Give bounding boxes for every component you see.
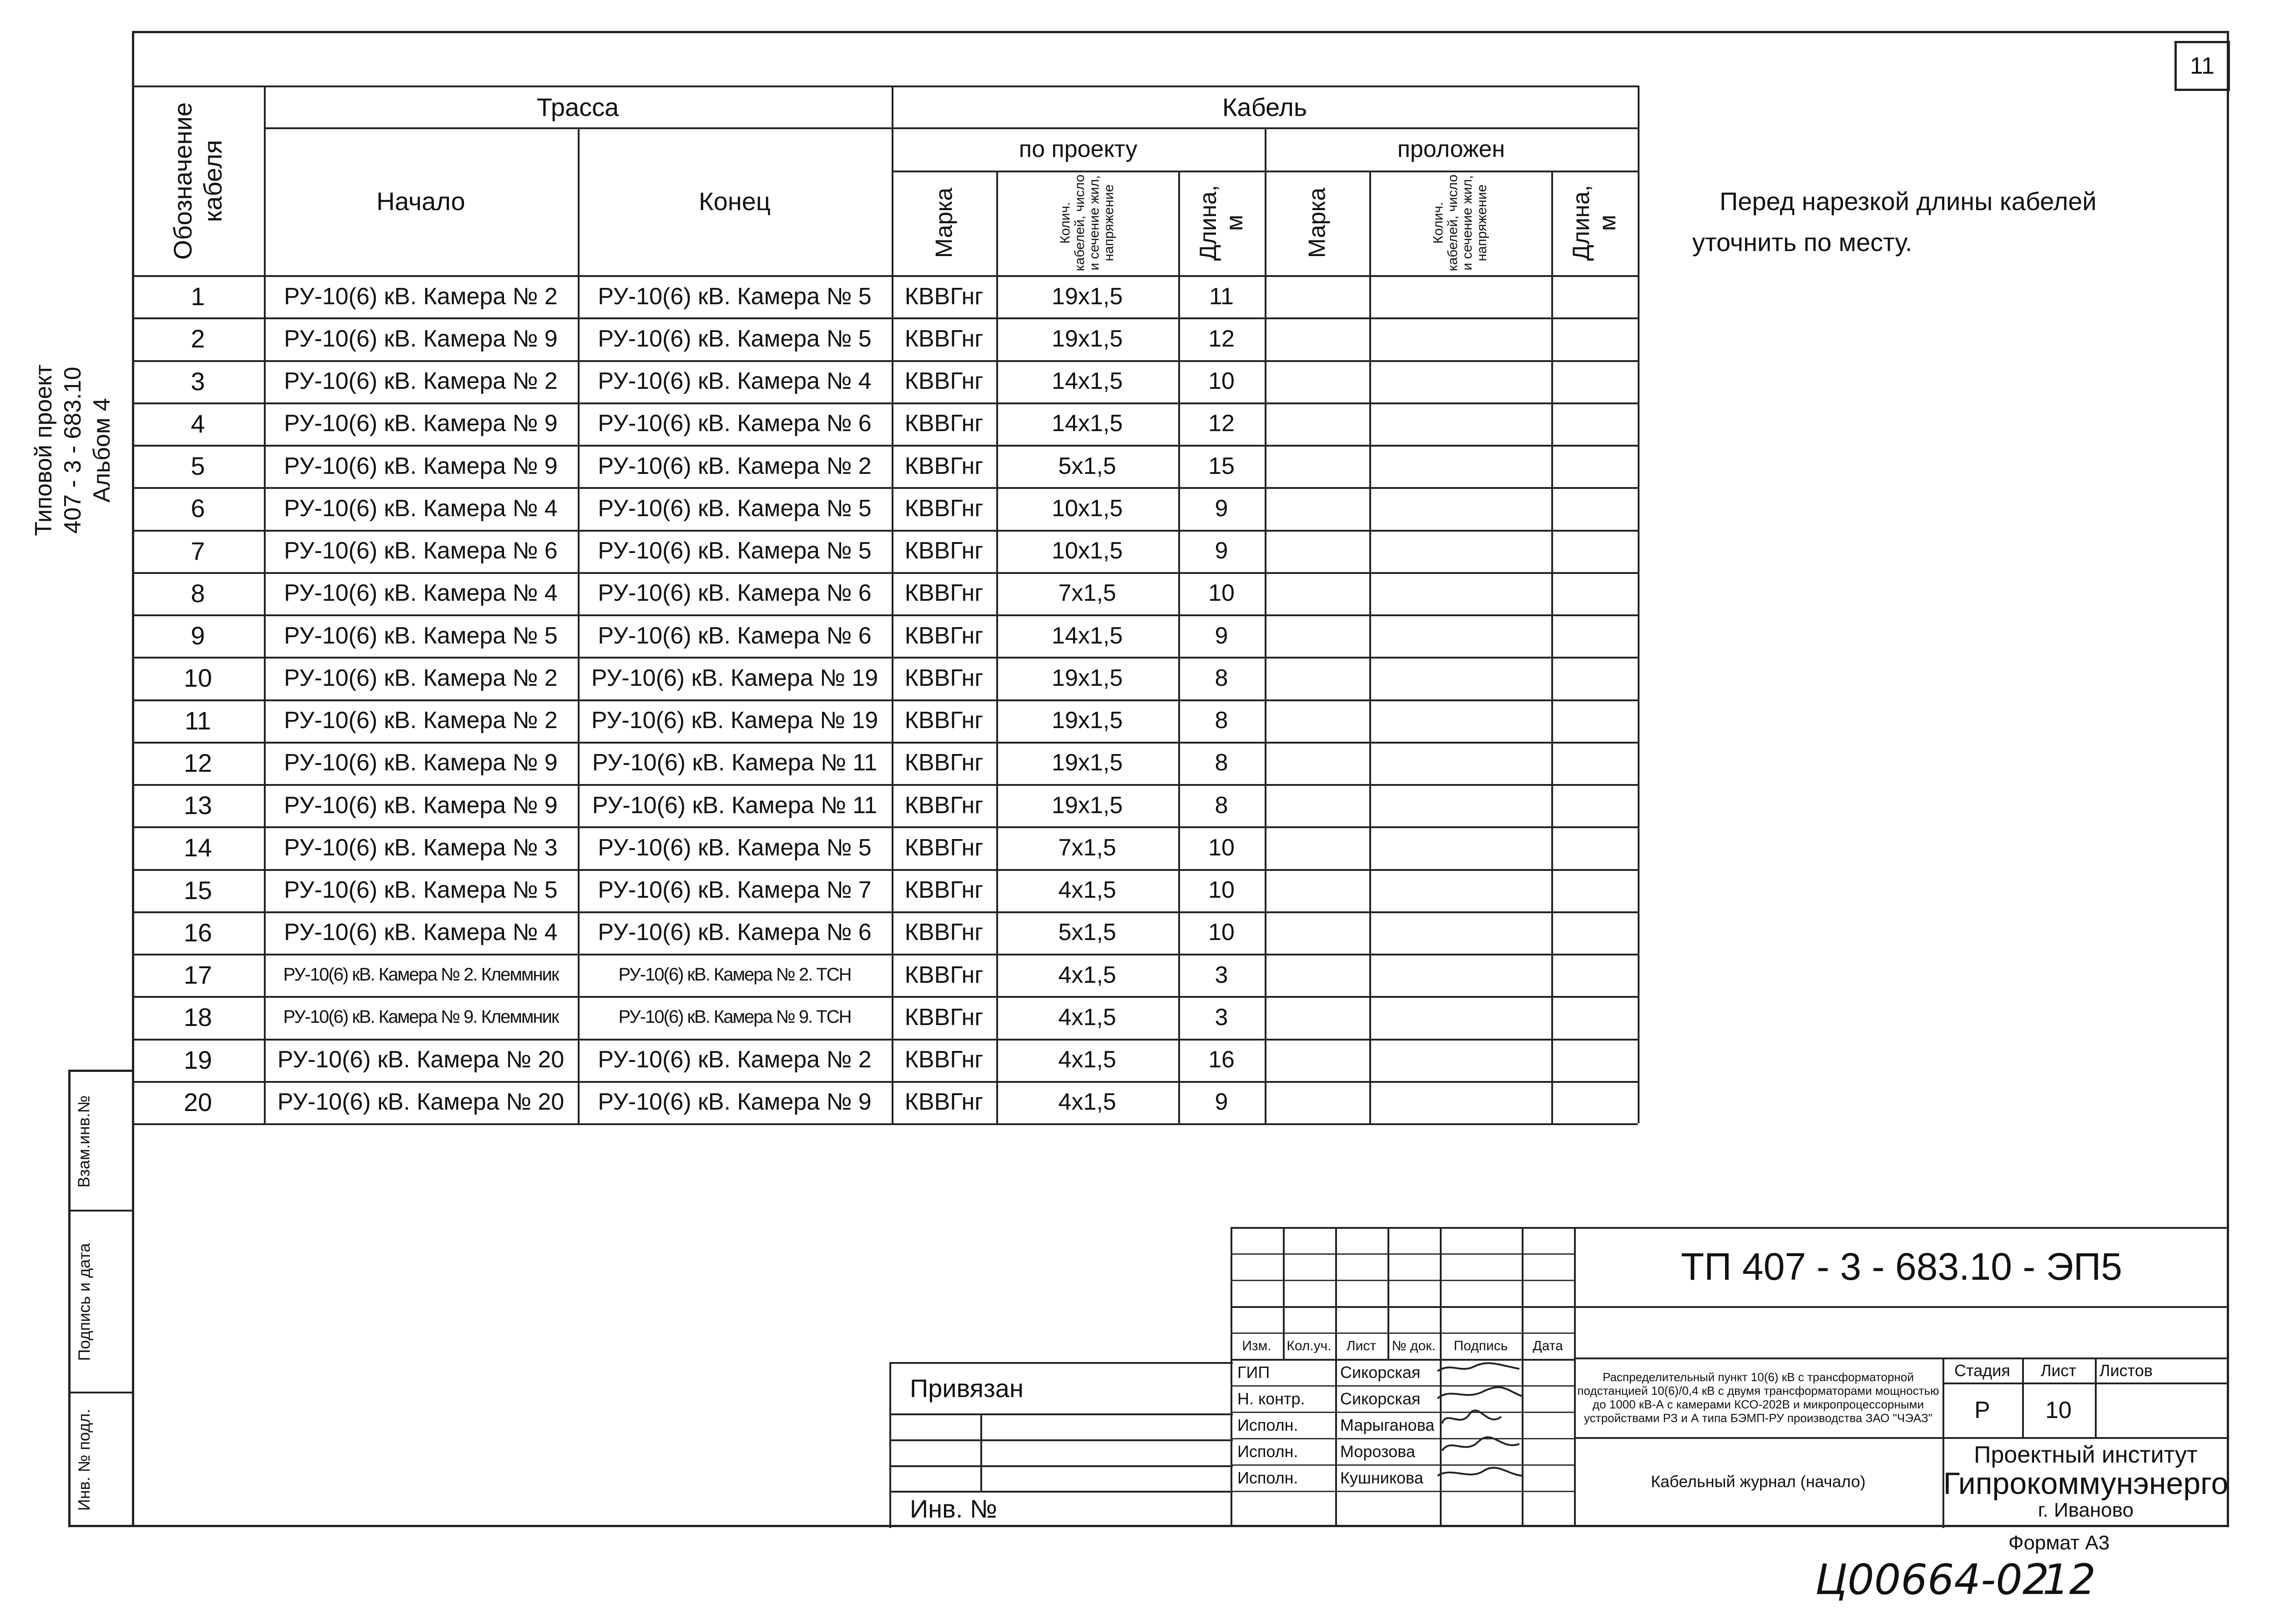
row-start: РУ-10(6) кВ. Камера № 20: [277, 1046, 565, 1073]
row-mark: КВВГнг: [904, 834, 984, 861]
row-start: РУ-10(6) кВ. Камера № 6: [284, 538, 558, 564]
side-stamp-line1: Типовой проект: [30, 364, 57, 536]
row-length: 10: [1208, 919, 1235, 946]
archive-number: Ц00664-02: [1815, 1555, 2049, 1604]
row-mark: КВВГнг: [904, 749, 984, 776]
row-end: РУ-10(6) кВ. Камера № 2: [598, 453, 872, 479]
row-start: РУ-10(6) кВ. Камера № 9: [284, 749, 558, 776]
row-end: РУ-10(6) кВ. Камера № 2. ТСН: [618, 965, 851, 985]
inv-label: Инв. № подл.: [75, 1408, 93, 1511]
row-mark: КВВГнг: [904, 410, 984, 437]
row-mark: КВВГнг: [904, 919, 984, 946]
stamp-person-name: Сикорская: [1340, 1363, 1421, 1382]
row-length: 3: [1215, 961, 1228, 988]
row-mark: КВВГнг: [904, 622, 984, 649]
row-mark: КВВГнг: [904, 283, 984, 310]
row-length: 9: [1215, 538, 1228, 564]
row-end: РУ-10(6) кВ. Камера № 19: [591, 707, 878, 734]
revision-col-header: Лист: [1346, 1338, 1377, 1353]
header-trassa: Трасса: [536, 92, 619, 121]
stage-value: Р: [1974, 1397, 1990, 1423]
revision-col-header: Подпись: [1453, 1338, 1508, 1353]
row-length: 10: [1208, 877, 1235, 904]
row-length: 10: [1208, 834, 1235, 861]
row-start: РУ-10(6) кВ. Камера № 9. Клеммник: [283, 1007, 559, 1027]
row-length: 9: [1215, 622, 1228, 649]
row-start: РУ-10(6) кВ. Камера № 4: [284, 919, 558, 946]
row-mark: КВВГнг: [904, 1004, 984, 1031]
row-number: 11: [184, 706, 212, 735]
row-number: 13: [183, 791, 212, 820]
row-start: РУ-10(6) кВ. Камера № 3: [284, 834, 558, 861]
row-section: 14х1,5: [1051, 622, 1123, 649]
row-end: РУ-10(6) кВ. Камера № 9. ТСН: [618, 1007, 851, 1027]
row-section: 4х1,5: [1058, 1004, 1116, 1031]
row-mark: КВВГнг: [904, 1089, 984, 1116]
row-length: 8: [1215, 749, 1228, 776]
row-length: 12: [1208, 410, 1235, 437]
row-section: 4х1,5: [1058, 1046, 1116, 1073]
row-number: 8: [191, 578, 205, 608]
header-oboz: Обозначение кабеля: [168, 102, 227, 260]
row-end: РУ-10(6) кВ. Камера № 6: [598, 410, 872, 437]
vzam-label: Взам.инв.№: [75, 1095, 93, 1188]
row-mark: КВВГнг: [904, 961, 984, 988]
row-section: 5х1,5: [1058, 453, 1116, 479]
stamp-person-name: Морозова: [1340, 1442, 1415, 1461]
row-number: 10: [183, 664, 212, 693]
row-start: РУ-10(6) кВ. Камера № 2: [284, 283, 558, 310]
archive-sheet: 12: [2043, 1555, 2096, 1604]
row-section: 5х1,5: [1058, 919, 1116, 946]
header-konec: Конец: [699, 187, 771, 216]
row-section: 7х1,5: [1058, 580, 1116, 607]
sheet-number: 11: [2190, 53, 2215, 79]
side-stamp-line3: Альбом 4: [89, 398, 115, 503]
revision-col-header: Дата: [1533, 1338, 1563, 1353]
row-mark: КВВГнг: [904, 580, 984, 607]
row-mark: КВВГнг: [904, 453, 984, 479]
row-mark: КВВГнг: [904, 707, 984, 734]
note-line2: уточнить по месту.: [1692, 228, 1912, 256]
row-length: 11: [1209, 283, 1234, 310]
note-line1: Перед нарезкой длины кабелей: [1720, 187, 2097, 216]
row-start: РУ-10(6) кВ. Камера № 9: [284, 410, 558, 437]
row-start: РУ-10(6) кВ. Камера № 20: [277, 1089, 565, 1116]
row-end: РУ-10(6) кВ. Камера № 5: [598, 834, 872, 861]
doc-code: ТП 407 - 3 - 683.10 - ЭП5: [1680, 1245, 2123, 1288]
row-section: 4х1,5: [1058, 961, 1116, 988]
row-mark: КВВГнг: [904, 325, 984, 352]
row-length: 10: [1208, 580, 1235, 607]
stamp-role: Исполн.: [1237, 1416, 1298, 1434]
row-length: 16: [1208, 1046, 1235, 1073]
row-section: 19х1,5: [1051, 325, 1123, 352]
row-end: РУ-10(6) кВ. Камера № 19: [591, 664, 878, 691]
row-length: 15: [1208, 453, 1235, 479]
row-end: РУ-10(6) кВ. Камера № 7: [598, 877, 872, 904]
row-end: РУ-10(6) кВ. Камера № 6: [598, 919, 872, 946]
doc-title: Кабельный журнал (начало): [1651, 1472, 1866, 1491]
row-number: 6: [191, 494, 205, 523]
row-number: 2: [191, 324, 205, 353]
row-start: РУ-10(6) кВ. Камера № 2: [284, 707, 558, 734]
row-section: 4х1,5: [1058, 1089, 1116, 1116]
sheets-value: [2095, 1384, 2229, 1436]
org-line2: Гипрокоммунэнерго: [1943, 1466, 2229, 1501]
sheet-label: Лист: [2040, 1361, 2077, 1380]
row-number: 14: [183, 833, 212, 862]
row-section: 10х1,5: [1051, 495, 1123, 522]
row-section: 10х1,5: [1051, 538, 1123, 564]
row-length: 9: [1215, 1089, 1228, 1116]
row-length: 9: [1215, 495, 1228, 522]
row-length: 8: [1215, 792, 1228, 819]
row-number: 3: [191, 367, 205, 396]
row-start: РУ-10(6) кВ. Камера № 2: [284, 664, 558, 691]
row-end: РУ-10(6) кВ. Камера № 6: [598, 580, 872, 607]
row-number: 15: [183, 875, 212, 905]
row-start: РУ-10(6) кВ. Камера № 2. Клеммник: [283, 965, 559, 985]
header-prolozhen: проложен: [1397, 136, 1505, 162]
row-length: 3: [1215, 1004, 1228, 1031]
row-number: 5: [191, 452, 205, 481]
stamp-role: Н. контр.: [1237, 1389, 1305, 1408]
header-nachalo: Начало: [376, 187, 465, 216]
row-end: РУ-10(6) кВ. Камера № 4: [598, 368, 872, 395]
stamp-person-name: Кушникова: [1340, 1468, 1423, 1487]
format-label: Формат А3: [2008, 1532, 2110, 1554]
row-section: 19х1,5: [1051, 749, 1123, 776]
row-section: 7х1,5: [1058, 834, 1116, 861]
row-start: РУ-10(6) кВ. Камера № 2: [284, 368, 558, 395]
header-dlina-2: Длина, м: [1568, 185, 1621, 261]
row-start: РУ-10(6) кВ. Камера № 9: [284, 325, 558, 352]
row-end: РУ-10(6) кВ. Камера № 2: [598, 1046, 872, 1073]
row-start: РУ-10(6) кВ. Камера № 4: [284, 495, 558, 522]
object-description: Распределительный пункт 10(6) кВ с трансформаторной подстанцией 10(6)/0,4 кВ с двумя трансформаторами мощностью до 1000 кВ-А с камерами КСО-202В и микропроцессорными устройствами РЗ и А типа БЭМП-РУ производства ЗАО "ЧЭАЗ": [1577, 1370, 1939, 1425]
row-number: 7: [191, 536, 205, 565]
revision-col-header: № док.: [1392, 1338, 1436, 1353]
org-line1: Проектный институт: [1974, 1441, 2198, 1468]
row-length: 12: [1208, 325, 1235, 352]
row-end: РУ-10(6) кВ. Камера № 11: [592, 749, 878, 776]
row-start: РУ-10(6) кВ. Камера № 5: [284, 877, 558, 904]
header-kolich-2: Колич. кабелей, число и сечение жил, напряжение: [1431, 174, 1489, 272]
row-section: 19х1,5: [1051, 707, 1123, 734]
row-section: 19х1,5: [1051, 792, 1123, 819]
row-start: РУ-10(6) кВ. Камера № 4: [284, 580, 558, 607]
row-length: 8: [1215, 664, 1228, 691]
header-kolich-1: Колич. кабелей, число и сечение жил, напряжение: [1058, 174, 1116, 272]
side-stamp-line2: 407 - 3 - 683.10: [60, 367, 86, 534]
row-number: 17: [183, 960, 212, 990]
row-mark: КВВГнг: [904, 1046, 984, 1073]
stamp-role: Исполн.: [1237, 1468, 1298, 1487]
row-section: 19х1,5: [1051, 283, 1123, 310]
header-dlina-1: Длина, м: [1195, 185, 1248, 261]
row-mark: КВВГнг: [904, 538, 984, 564]
podpis-label: Подпись и дата: [75, 1243, 93, 1361]
row-mark: КВВГнг: [904, 664, 984, 691]
stage-label: Стадия: [1954, 1361, 2010, 1380]
row-end: РУ-10(6) кВ. Камера № 5: [598, 325, 872, 352]
row-number: 16: [183, 918, 212, 947]
row-length: 10: [1208, 368, 1235, 395]
signatures: [1433, 1360, 1524, 1492]
row-end: РУ-10(6) кВ. Камера № 5: [598, 283, 872, 310]
row-start: РУ-10(6) кВ. Камера № 9: [284, 453, 558, 479]
row-section: 14х1,5: [1051, 410, 1123, 437]
org-block: [1943, 1438, 2228, 1525]
row-section: 19х1,5: [1051, 664, 1123, 691]
row-section: 14х1,5: [1051, 368, 1123, 395]
header-kabel: Кабель: [1222, 92, 1307, 121]
row-number: 19: [183, 1045, 212, 1074]
row-mark: КВВГнг: [904, 792, 984, 819]
stamp-person-name: Марыганова: [1340, 1416, 1435, 1434]
row-number: 4: [191, 409, 205, 438]
row-end: РУ-10(6) кВ. Камера № 6: [598, 622, 872, 649]
row-mark: КВВГнг: [904, 495, 984, 522]
row-mark: КВВГнг: [904, 368, 984, 395]
stamp-role: Исполн.: [1237, 1442, 1298, 1461]
row-number: 18: [183, 1003, 212, 1032]
stamp-person-name: Сикорская: [1340, 1389, 1421, 1408]
row-end: РУ-10(6) кВ. Камера № 11: [592, 792, 878, 819]
row-number: 9: [191, 621, 205, 650]
org-line3: г. Иваново: [2038, 1498, 2134, 1521]
row-end: РУ-10(6) кВ. Камера № 5: [598, 495, 872, 522]
header-marka-2: Марка: [1304, 187, 1330, 258]
row-end: РУ-10(6) кВ. Камера № 9: [598, 1089, 872, 1116]
row-number: 20: [183, 1087, 212, 1116]
sheets-label: Листов: [2099, 1361, 2153, 1380]
header-po-proektu: по проекту: [1019, 136, 1138, 162]
row-start: РУ-10(6) кВ. Камера № 9: [284, 792, 558, 819]
row-start: РУ-10(6) кВ. Камера № 5: [284, 622, 558, 649]
row-mark: КВВГнг: [904, 877, 984, 904]
revision-col-header: Изм.: [1242, 1338, 1271, 1353]
row-end: РУ-10(6) кВ. Камера № 5: [598, 538, 872, 564]
revision-col-header: Кол.уч.: [1286, 1338, 1332, 1353]
stamp-role: ГИП: [1237, 1363, 1270, 1382]
sheet-value: 10: [2045, 1397, 2072, 1423]
row-length: 8: [1215, 707, 1228, 734]
row-section: 4х1,5: [1058, 877, 1116, 904]
inv-no-label: Инв. №: [910, 1494, 998, 1523]
row-number: 1: [191, 282, 205, 311]
privyazan-label: Привязан: [910, 1374, 1024, 1403]
header-marka-1: Марка: [931, 187, 957, 258]
row-number: 12: [183, 748, 212, 777]
